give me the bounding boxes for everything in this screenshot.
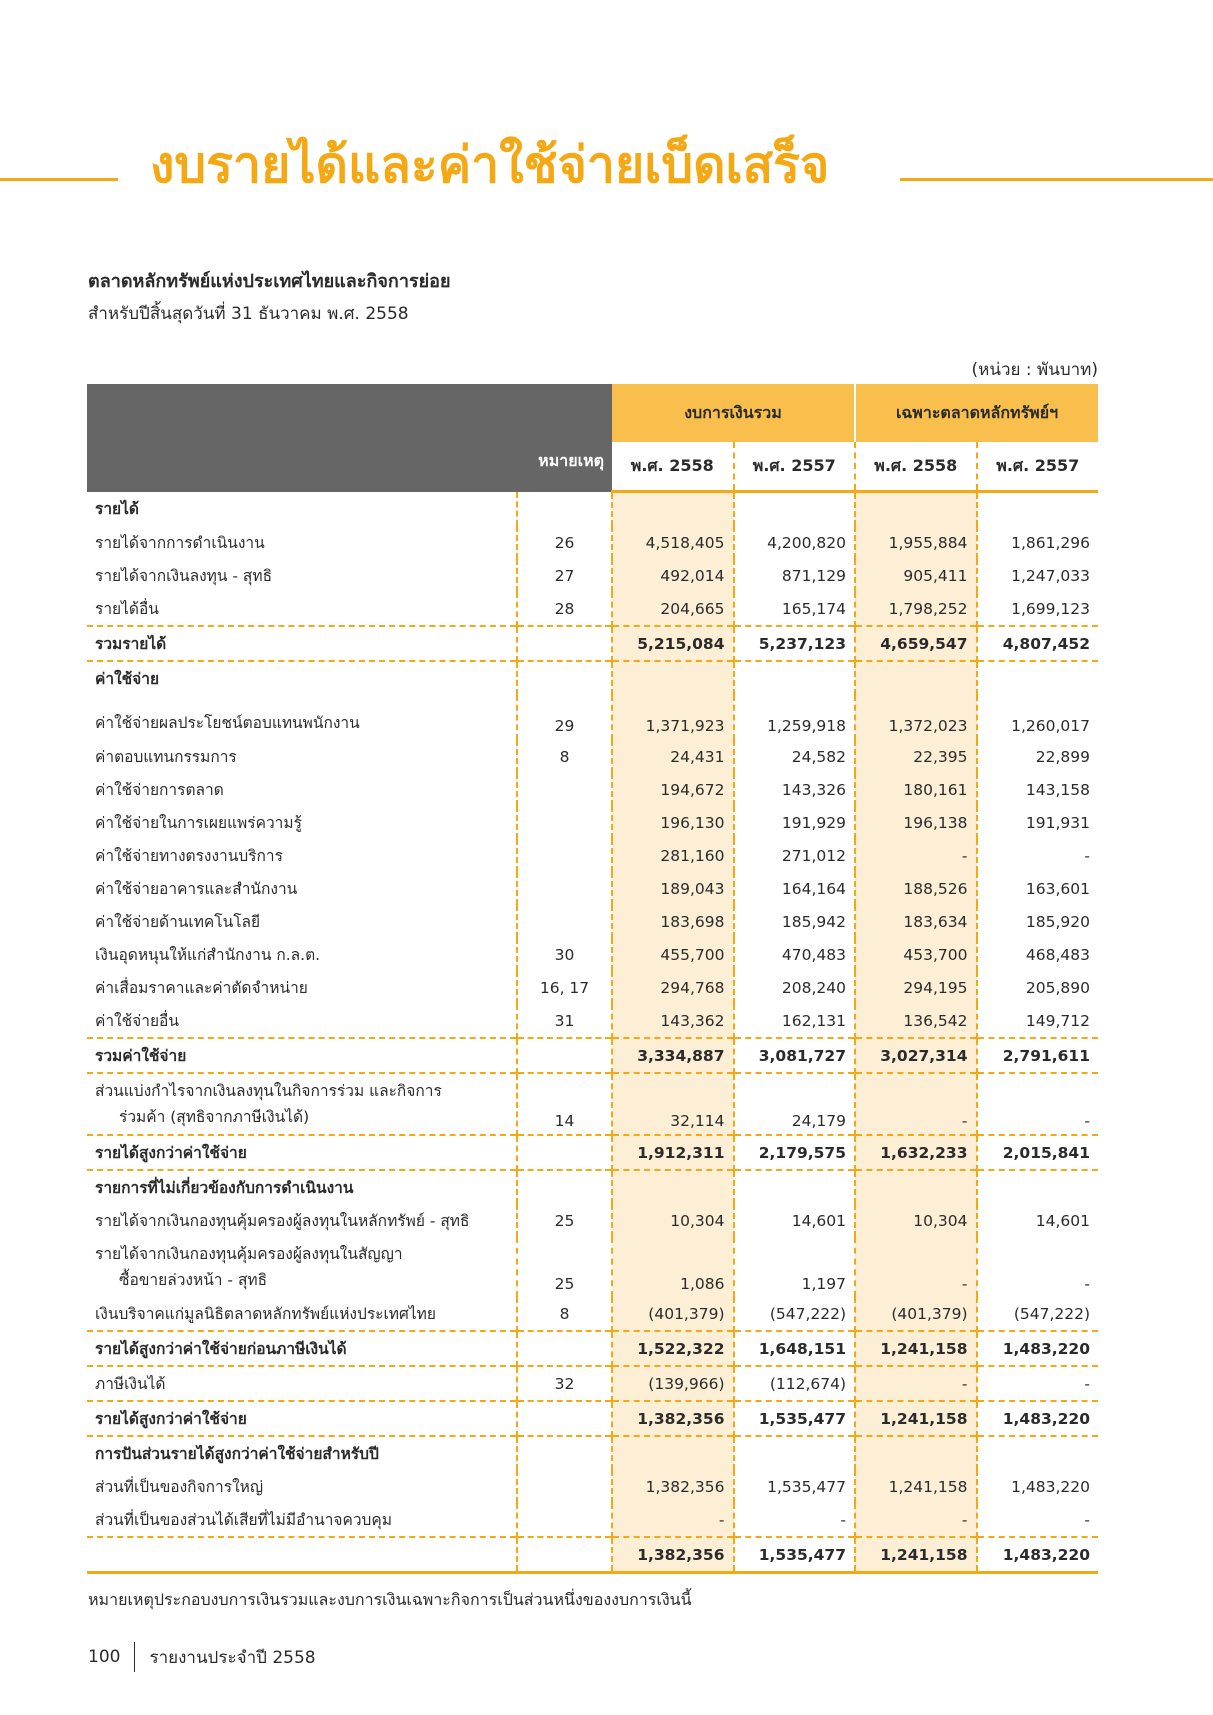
entity-name: ตลาดหลักทรัพย์แห่งประเทศไทยและกิจการย่อย — [88, 271, 451, 292]
row-value: 1,912,311 — [612, 1135, 734, 1170]
header-year: พ.ศ. 2558 — [855, 442, 977, 492]
row-value — [855, 1170, 977, 1204]
row-value: - — [1084, 846, 1091, 865]
row-value: 1,798,252 — [855, 592, 977, 626]
row-value: 1,371,923 — [612, 695, 734, 740]
row-value: 165,174 — [734, 592, 856, 626]
row-value: 185,942 — [734, 905, 856, 938]
row-label: ค่าใช้จ่ายการตลาด — [87, 773, 517, 806]
row-label: ค่าใช้จ่ายอาคารและสำนักงาน — [87, 872, 517, 905]
row-label: รายได้อื่น — [87, 592, 517, 626]
row-value: 24,179 — [734, 1073, 856, 1135]
row-value: (547,222) — [1013, 1304, 1091, 1323]
table-row — [87, 1436, 1098, 1470]
row-value: 4,659,547 — [855, 626, 977, 661]
table-row — [87, 872, 1098, 905]
row-value: 1,086 — [612, 1237, 734, 1297]
row-value: 1,861,296 — [1011, 533, 1091, 552]
row-value: 10,304 — [855, 1204, 977, 1237]
row-label: รายได้จากการดำเนินงาน — [87, 526, 517, 559]
row-label-line: ส่วนแบ่งกำไรจากเงินลงทุนในกิจการร่วม และกิจการ — [95, 1082, 442, 1100]
period-text: สำหรับปีสิ้นสุดวันที่ 31 ธันวาคม พ.ศ. 2558 — [88, 304, 409, 324]
header-consolidated: งบการเงินรวม — [612, 384, 855, 442]
header-year: พ.ศ. 2557 — [734, 442, 856, 492]
row-label: ภาษีเงินได้ — [87, 1366, 517, 1401]
table-row — [87, 592, 1098, 626]
row-label — [87, 1073, 517, 1135]
table-row — [87, 1503, 1098, 1537]
row-label: ส่วนที่เป็นของกิจการใหญ่ — [87, 1470, 517, 1503]
row-value — [612, 492, 734, 527]
row-note: 26 — [517, 526, 612, 559]
row-value: - — [734, 1503, 856, 1537]
row-value: (139,966) — [612, 1366, 734, 1401]
row-label — [87, 1537, 517, 1573]
row-value: 1,535,477 — [734, 1470, 856, 1503]
title-rule-right — [900, 178, 1213, 181]
table-row — [87, 1331, 1098, 1366]
table-row — [87, 1401, 1098, 1436]
row-value: 1,483,220 — [977, 1401, 1099, 1436]
row-value: 14,601 — [1035, 1211, 1091, 1230]
row-value: 136,542 — [855, 1004, 977, 1038]
row-label: รายได้สูงกว่าค่าใช้จ่าย — [87, 1401, 517, 1436]
row-value: 3,334,887 — [612, 1038, 734, 1073]
row-label: รายได้สูงกว่าค่าใช้จ่ายก่อนภาษีเงินได้ — [87, 1331, 517, 1366]
row-note — [517, 806, 612, 839]
page-title: งบรายได้และค่าใช้จ่ายเบ็ดเสร็จ — [150, 136, 830, 194]
row-value: 3,081,727 — [734, 1038, 856, 1073]
unit-label: (หน่วย : พันบาท) — [971, 360, 1098, 380]
row-value: 143,158 — [1025, 780, 1091, 799]
table-row — [87, 971, 1098, 1004]
row-value: 14,601 — [734, 1204, 856, 1237]
row-value: 188,526 — [855, 872, 977, 905]
report-name: รายงานประจำปี 2558 — [149, 1647, 316, 1668]
row-label-line: รายได้จากเงินกองทุนคุ้มครองผู้ลงทุนในสัญญา — [95, 1245, 403, 1263]
row-value: 4,518,405 — [612, 526, 734, 559]
table-row — [87, 773, 1098, 806]
row-value: 191,929 — [734, 806, 856, 839]
row-value: 196,130 — [612, 806, 734, 839]
row-label: ส่วนที่เป็นของส่วนได้เสียที่ไม่มีอำนาจควบคุม — [87, 1503, 517, 1537]
row-value: 5,215,084 — [612, 626, 734, 661]
row-value: 271,012 — [734, 839, 856, 872]
row-label: รายได้จากเงินกองทุนคุ้มครองผู้ลงทุนในหลักทรัพย์ - สุทธิ — [87, 1204, 517, 1237]
row-value: 183,634 — [855, 905, 977, 938]
row-value: 24,431 — [612, 740, 734, 773]
row-value: 191,931 — [1025, 813, 1091, 832]
row-value: 194,672 — [612, 773, 734, 806]
row-note — [517, 661, 612, 695]
row-value: 1,259,918 — [734, 695, 856, 740]
row-note — [517, 1470, 612, 1503]
row-note — [517, 1436, 612, 1470]
row-value: 143,362 — [612, 1004, 734, 1038]
row-value: 22,899 — [1035, 747, 1091, 766]
row-value: 32,114 — [612, 1073, 734, 1135]
row-value: 294,768 — [612, 971, 734, 1004]
table-row — [87, 1170, 1098, 1204]
row-value: 1,535,477 — [734, 1537, 856, 1573]
row-value: 208,240 — [734, 971, 856, 1004]
row-value: - — [855, 1503, 977, 1537]
row-value: 163,601 — [1025, 879, 1091, 898]
page-footer — [88, 1642, 316, 1672]
table-row — [87, 661, 1098, 695]
row-value: - — [612, 1503, 734, 1537]
table-row — [87, 839, 1098, 872]
row-note: 25 — [517, 1204, 612, 1237]
table-row — [87, 1366, 1098, 1401]
header-note: หมายเหตุ — [517, 384, 612, 492]
row-value: 205,890 — [1025, 978, 1091, 997]
row-value: 294,195 — [855, 971, 977, 1004]
row-label: ค่าเสื่อมราคาและค่าตัดจำหน่าย — [87, 971, 517, 1004]
row-value: 24,582 — [734, 740, 856, 773]
row-value: 1,483,220 — [977, 1331, 1099, 1366]
row-value: 10,304 — [612, 1204, 734, 1237]
row-note: 14 — [517, 1073, 612, 1135]
row-value: 492,014 — [612, 559, 734, 592]
row-value: - — [1084, 1510, 1091, 1529]
table-row — [87, 1038, 1098, 1073]
row-value — [612, 661, 734, 695]
table-row — [87, 1004, 1098, 1038]
row-value — [612, 1436, 734, 1470]
row-label: ค่าตอบแทนกรรมการ — [87, 740, 517, 773]
row-note: 16, 17 — [517, 971, 612, 1004]
row-note — [517, 905, 612, 938]
row-note: 25 — [517, 1237, 612, 1297]
row-value: 1,260,017 — [1011, 717, 1091, 735]
row-value: (547,222) — [734, 1297, 856, 1331]
page-number: 100 — [88, 1647, 121, 1667]
row-value: 1,241,158 — [855, 1401, 977, 1436]
row-value: 905,411 — [855, 559, 977, 592]
table-row — [87, 1073, 1098, 1135]
row-value: 5,237,123 — [734, 626, 856, 661]
row-value: 162,131 — [734, 1004, 856, 1038]
row-value: 4,200,820 — [734, 526, 856, 559]
row-value: - — [1084, 1275, 1091, 1293]
row-label-line: ร่วมค้า (สุทธิจากภาษีเงินได้) — [119, 1108, 310, 1126]
row-label: รวมรายได้ — [87, 626, 517, 661]
table-row — [87, 626, 1098, 661]
row-value: 185,920 — [1025, 912, 1091, 931]
row-label: ค่าใช้จ่ายอื่น — [87, 1004, 517, 1038]
row-value: (401,379) — [612, 1297, 734, 1331]
row-value: 1,483,220 — [977, 1537, 1099, 1573]
title-banner — [0, 118, 1213, 208]
row-value: 204,665 — [612, 592, 734, 626]
row-label: ค่าใช้จ่ายในการเผยแพร่ความรู้ — [87, 806, 517, 839]
table-row — [87, 1237, 1098, 1297]
table-row — [87, 1135, 1098, 1170]
row-value: 1,648,151 — [734, 1331, 856, 1366]
row-value: 1,241,158 — [855, 1331, 977, 1366]
row-note: 8 — [517, 1297, 612, 1331]
row-label: รายได้ — [87, 492, 517, 527]
row-value: 1,483,220 — [1011, 1477, 1091, 1496]
row-note — [517, 1401, 612, 1436]
row-value — [734, 661, 856, 695]
row-value — [977, 1170, 1099, 1204]
header-year: พ.ศ. 2558 — [612, 442, 734, 492]
row-note — [517, 872, 612, 905]
row-value — [855, 492, 977, 527]
row-value: 1,382,356 — [612, 1401, 734, 1436]
row-note: 31 — [517, 1004, 612, 1038]
row-note: 8 — [517, 740, 612, 773]
row-label: ค่าใช้จ่ายผลประโยชน์ตอบแทนพนักงาน — [87, 695, 517, 740]
table-row — [87, 526, 1098, 559]
row-value: 470,483 — [734, 938, 856, 971]
row-note: 30 — [517, 938, 612, 971]
row-note: 29 — [517, 695, 612, 740]
row-value: 2,015,841 — [977, 1135, 1099, 1170]
table-row — [87, 492, 1098, 527]
row-value: 1,955,884 — [855, 526, 977, 559]
row-note — [517, 839, 612, 872]
row-value: (401,379) — [855, 1297, 977, 1331]
row-value: 149,712 — [1025, 1011, 1091, 1030]
row-value — [977, 661, 1099, 695]
table-row — [87, 695, 1098, 740]
row-value: - — [855, 1366, 977, 1401]
row-value: - — [977, 1366, 1099, 1401]
row-value: 3,027,314 — [855, 1038, 977, 1073]
row-label: รายได้สูงกว่าค่าใช้จ่าย — [87, 1135, 517, 1170]
footnote: หมายเหตุประกอบงบการเงินรวมและงบการเงินเฉพาะกิจการเป็นส่วนหนึ่งของงบการเงินนี้ — [88, 1590, 692, 1609]
row-value: 189,043 — [612, 872, 734, 905]
title-rule-left — [0, 178, 118, 181]
row-value: - — [977, 1073, 1099, 1135]
row-value: 1,535,477 — [734, 1401, 856, 1436]
row-value: 1,247,033 — [1011, 566, 1091, 585]
row-label: การปันส่วนรายได้สูงกว่าค่าใช้จ่ายสำหรับปี — [87, 1436, 517, 1470]
row-note — [517, 1170, 612, 1204]
row-value: 455,700 — [612, 938, 734, 971]
row-value: 468,483 — [1025, 945, 1091, 964]
row-note: 28 — [517, 592, 612, 626]
row-value: 2,179,575 — [734, 1135, 856, 1170]
row-value — [977, 1436, 1099, 1470]
row-value: 1,241,158 — [855, 1537, 977, 1573]
row-value: - — [855, 1073, 977, 1135]
row-value: - — [855, 839, 977, 872]
row-value: 22,395 — [855, 740, 977, 773]
row-label: ค่าใช้จ่าย — [87, 661, 517, 695]
row-value: - — [855, 1237, 977, 1297]
row-label: รวมค่าใช้จ่าย — [87, 1038, 517, 1073]
row-label: เงินบริจาคแก่มูลนิธิตลาดหลักทรัพย์แห่งประเทศไทย — [87, 1297, 517, 1331]
row-value — [734, 492, 856, 527]
row-label: เงินอุดหนุนให้แก่สำนักงาน ก.ล.ต. — [87, 938, 517, 971]
row-label: ค่าใช้จ่ายด้านเทคโนโลยี — [87, 905, 517, 938]
row-value: (112,674) — [734, 1366, 856, 1401]
row-value — [977, 492, 1099, 527]
row-value — [612, 1170, 734, 1204]
table-row — [87, 905, 1098, 938]
row-value: 1,382,356 — [612, 1537, 734, 1573]
row-label: รายได้จากเงินลงทุน - สุทธิ — [87, 559, 517, 592]
row-note: 27 — [517, 559, 612, 592]
row-value: 1,382,356 — [612, 1470, 734, 1503]
row-value: 164,164 — [734, 872, 856, 905]
header-blank — [87, 384, 517, 492]
row-value: 1,632,233 — [855, 1135, 977, 1170]
table-row — [87, 740, 1098, 773]
row-value: 180,161 — [855, 773, 977, 806]
table-row — [87, 1204, 1098, 1237]
table-row — [87, 938, 1098, 971]
row-value: 1,699,123 — [1011, 599, 1091, 618]
row-value: 281,160 — [612, 839, 734, 872]
table-row — [87, 1537, 1098, 1573]
row-value — [855, 1436, 977, 1470]
row-value: 143,326 — [734, 773, 856, 806]
row-label: รายการที่ไม่เกี่ยวข้องกับการดำเนินงาน — [87, 1170, 517, 1204]
row-value: 1,522,322 — [612, 1331, 734, 1366]
row-value: 871,129 — [734, 559, 856, 592]
header-separate: เฉพาะตลาดหลักทรัพย์ฯ — [855, 384, 1098, 442]
row-value: 4,807,452 — [977, 626, 1099, 661]
row-value: 1,372,023 — [855, 695, 977, 740]
header-year: พ.ศ. 2557 — [977, 442, 1099, 492]
row-note — [517, 1537, 612, 1573]
row-value: 196,138 — [855, 806, 977, 839]
row-label — [87, 1237, 517, 1297]
footer-divider — [134, 1642, 135, 1672]
row-value: 2,791,611 — [977, 1038, 1099, 1073]
income-statement-table — [87, 384, 1098, 1574]
row-value — [855, 661, 977, 695]
row-value — [734, 1170, 856, 1204]
table-row — [87, 806, 1098, 839]
row-value: 453,700 — [855, 938, 977, 971]
row-label: ค่าใช้จ่ายทางตรงงานบริการ — [87, 839, 517, 872]
table-row — [87, 1297, 1098, 1331]
row-value: 1,197 — [734, 1237, 856, 1297]
row-note — [517, 626, 612, 661]
table-row — [87, 1470, 1098, 1503]
row-value: 1,241,158 — [855, 1470, 977, 1503]
row-note — [517, 773, 612, 806]
row-value — [734, 1436, 856, 1470]
row-label-line: ซื้อขายล่วงหน้า - สุทธิ — [119, 1271, 268, 1289]
row-note — [517, 1331, 612, 1366]
row-value: 183,698 — [612, 905, 734, 938]
row-note — [517, 1503, 612, 1537]
row-note: 32 — [517, 1366, 612, 1401]
row-note — [517, 1038, 612, 1073]
table-row — [87, 559, 1098, 592]
row-note — [517, 1135, 612, 1170]
row-note — [517, 492, 612, 527]
